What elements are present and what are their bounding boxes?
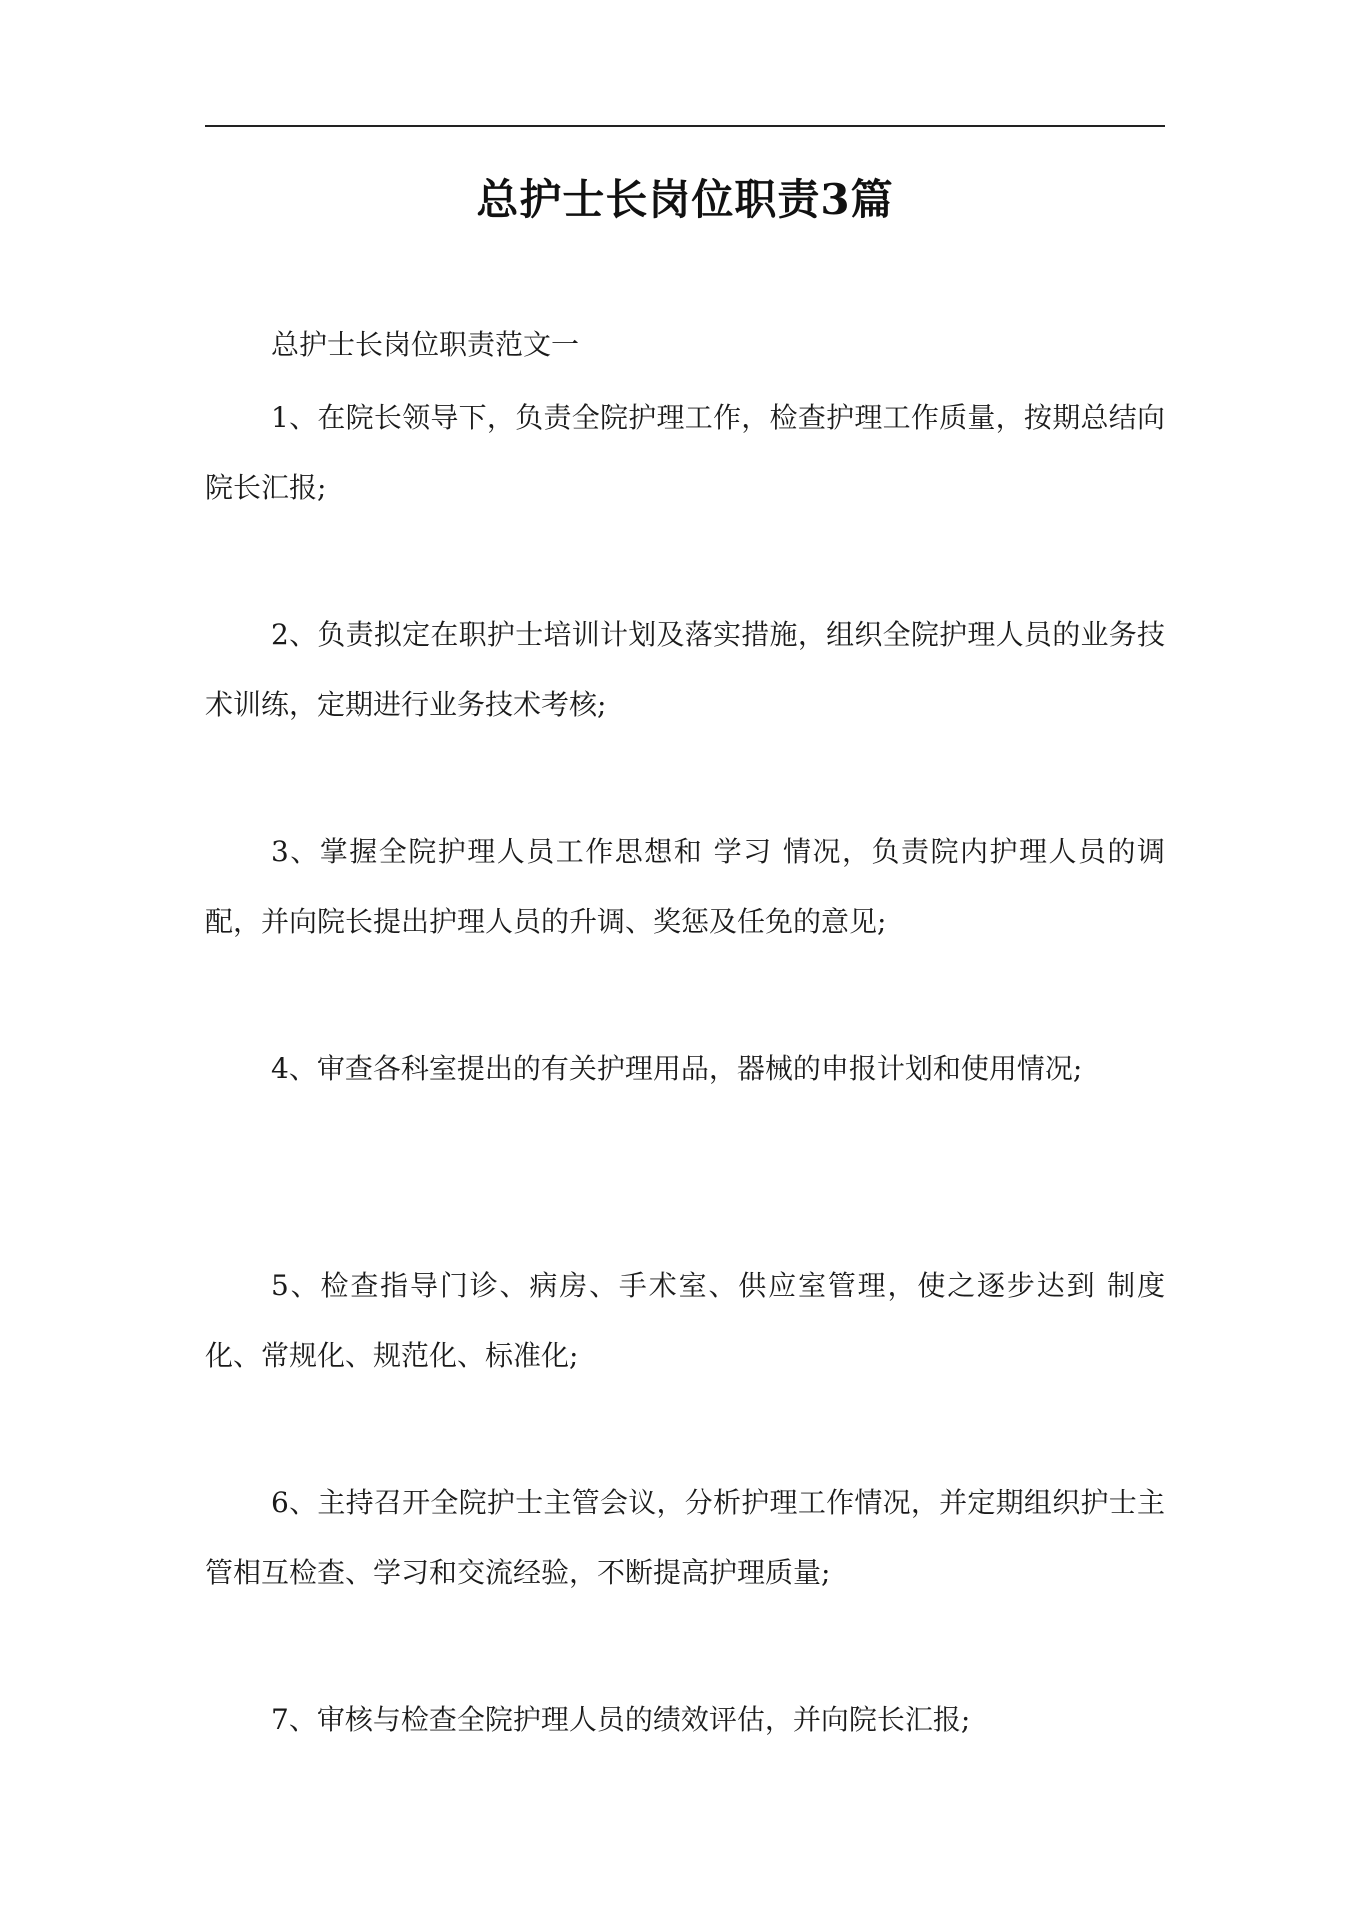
duty-item-2: 2、负责拟定在职护士培训计划及落实措施，组织全院护理人员的业务技术训练，定期进行业务技术考核; xyxy=(205,618,1165,721)
section-heading: 总护士长岗位职责范文一 xyxy=(271,328,580,361)
duty-item-6: 6、主持召开全院护士主管会议，分析护理工作情况，并定期组织护士主管相互检查、学习和交流经验，不断提高护理质量; xyxy=(205,1486,1165,1589)
document-title: 总护士长岗位职责3篇 xyxy=(476,175,894,224)
duty-item-5: 5、检查指导门诊、病房、手术室、供应室管理，使之逐步达到 制度 化、常规化、规范化、标准化; xyxy=(205,1269,1165,1372)
header-rule xyxy=(205,125,1165,127)
duty-item-4: 4、审查各科室提出的有关护理用品，器械的申报计划和使用情况; xyxy=(271,1052,1083,1085)
duty-item-1: 1、在院长领导下，负责全院护理工作，检查护理工作质量，按期总结向院长汇报; xyxy=(205,401,1165,504)
duty-item-7: 7、审核与检查全院护理人员的绩效评估，并向院长汇报; xyxy=(271,1703,971,1736)
duty-item-3: 3、掌握全院护理人员工作思想和 学习 情况，负责院内护理人员的调配，并向院长提出护理人员的升调、奖惩及任免的意见; xyxy=(205,835,1165,938)
